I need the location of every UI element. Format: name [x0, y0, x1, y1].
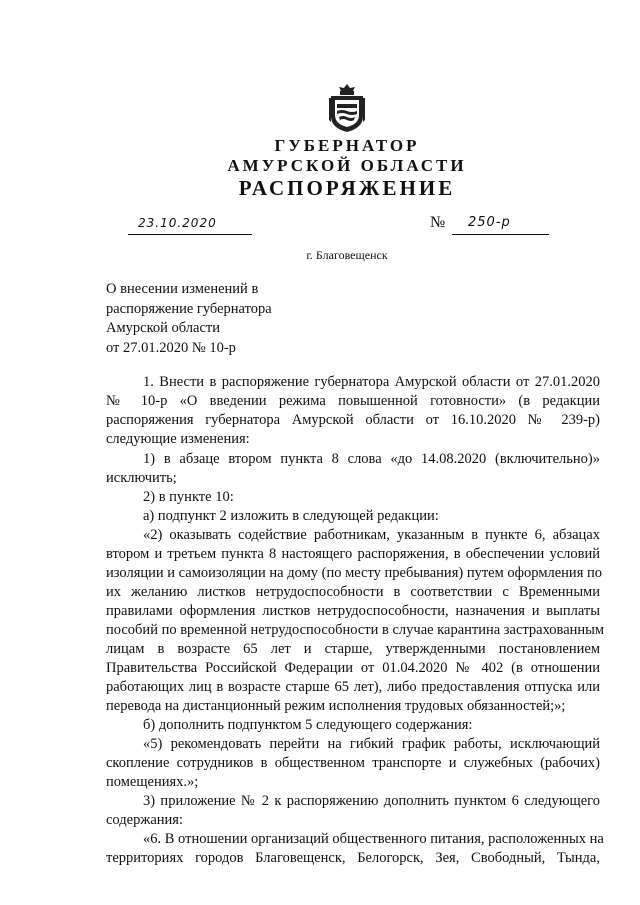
date-field: [128, 218, 252, 235]
body-line: а) подпункт 2 изложить в следующей редакции:: [143, 508, 439, 524]
date-value: 23.10.2020: [138, 216, 217, 230]
body-line: 2) в пункте 10:: [143, 489, 234, 505]
body-line: распоряжения губернатора Амурской области от 16.10.2020 № 239-р): [106, 412, 600, 428]
governor-title: ГУБЕРНАТОР: [274, 136, 420, 155]
number-sign: №: [430, 214, 446, 231]
number-value: 250-р: [468, 215, 511, 230]
subject-line: Амурской области: [106, 320, 220, 336]
subject-block: [106, 280, 272, 358]
body-line: правилами оформления листков нетрудоспособности, назначения и выплаты: [106, 603, 600, 619]
subject-line: распоряжение губернатора: [106, 300, 272, 317]
number-field: [452, 215, 549, 235]
body-line: скопление сотрудников в общественном транспорте и служебных (рабочих): [106, 755, 600, 771]
body-line: Правительства Российской Федерации от 01.04.2020 № 402 (в отношении: [106, 660, 600, 676]
body-line: 1) в абзаце втором пункта 8 слова «до 14.08.2020 (включительно)»: [143, 451, 600, 467]
body-line: «5) рекомендовать перейти на гибкий график работы, исключающий: [143, 736, 600, 752]
body-line: перевода на дистанционный режим исполнения трудовых обязанностей;»;: [106, 698, 566, 714]
body-line: их желанию листков нетрудоспособности в соответствии с Временными: [106, 584, 600, 600]
document-type: РАСПОРЯЖЕНИЕ: [238, 176, 456, 200]
city: г. Благовещенск: [306, 248, 388, 262]
amur-coat-of-arms-icon: [327, 82, 367, 134]
body-line: изоляции и самоизоляции на дому (по месту пребывания) путем оформления по: [106, 565, 602, 581]
subject-line: от 27.01.2020 № 10-р: [106, 339, 236, 356]
body-line: 1. Внести в распоряжение губернатора Амурской области от 27.01.2020: [143, 374, 600, 390]
body-line: 3) приложение № 2 к распоряжению дополнить пунктом 6 следующего: [143, 793, 600, 809]
body-line: пособий по временной нетрудоспособности в случае карантина застрахованным: [106, 622, 605, 638]
region-title: АМУРСКОЙ ОБЛАСТИ: [227, 156, 467, 175]
body-line: территориях городов Благовещенск, Белогорск, Зея, Свободный, Тында,: [106, 850, 600, 866]
body-line: «6. В отношении организаций общественного питания, расположенных на: [143, 831, 604, 847]
body-line: б) дополнить подпунктом 5 следующего содержания:: [143, 717, 473, 733]
subject-line: О внесении изменений в: [106, 281, 259, 297]
body-line: следующие изменения:: [106, 431, 250, 447]
body-line: № 10-р «О введении режима повышенной готовности» (в редакции: [106, 393, 600, 409]
body-line: содержания:: [106, 812, 184, 828]
body-line: исключить;: [106, 470, 177, 486]
body-line: работающих лиц в возрасте старше 65 лет), либо предоставления отпуска или: [106, 679, 600, 695]
body-line: помещениях.»;: [106, 774, 199, 790]
body-line: лицам в возрасте 65 лет и старше, утвержденными постановлением: [106, 641, 600, 657]
body-line: «2) оказывать содействие работникам, указанным в пункте 6, абзацах: [143, 527, 600, 543]
body-line: втором и третьем пункта 8 настоящего распоряжения, в обеспечении условий: [106, 546, 600, 562]
